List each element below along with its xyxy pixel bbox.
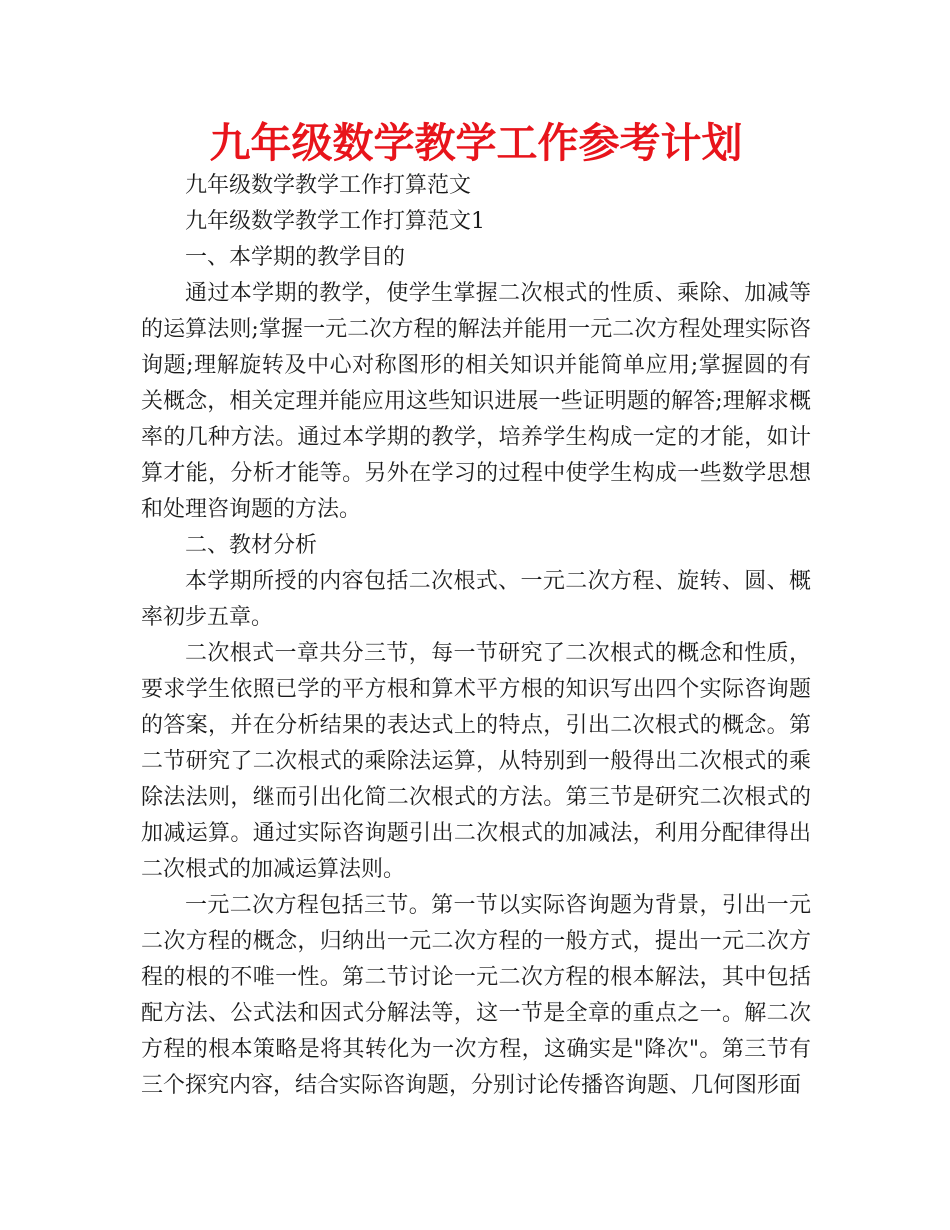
- document-page: [141, 118, 811, 1104]
- subtitle-line-1: 九年级数学教学工作打算范文: [185, 173, 472, 198]
- subtitle-line-2: 九年级数学教学工作打算范文1: [185, 209, 485, 234]
- document-body: [141, 168, 811, 1104]
- section-1-heading: 一、本学期的教学目的: [185, 245, 406, 270]
- section-2-paragraph-3: 一元二次方程包括三节。第一节以实际咨询题为背景，引出一元二次方程的概念，归纳出一元二次方程的一般方式，提出一元二次方程的根的不唯一性。第二节讨论一元二次方程的根本解法，其中包括配方法、公式法和因式分解法等，这一节是全章的重点之一。解二次方程的根本策略是将其转化为一次方程，这确实是"降次"。第三节有三个探究内容，结合实际咨询题，分别讨论传播咨询题、几何图形面: [141, 893, 811, 1098]
- section-2-heading: 二、教材分析: [185, 533, 318, 558]
- document-title: 九年级数学教学工作参考计划: [209, 119, 743, 167]
- section-1-paragraph: 通过本学期的教学，使学生掌握二次根式的性质、乘除、加减等的运算法则;掌握一元二次方程的解法并能用一元二次方程处理实际咨询题;理解旋转及中心对称图形的相关知识并能简单应用;掌握圆的有关概念，相关定理并能应用这些知识进展一些证明题的解答;理解求概率的几种方法。通过本学期的教学，培养学生构成一定的才能，如计算才能，分析才能等。另外在学习的过程中使学生构成一些数学思想和处理咨询题的方法。: [141, 281, 811, 522]
- section-2-paragraph-2: 二次根式一章共分三节，每一节研究了二次根式的概念和性质，要求学生依照已学的平方根和算术平方根的知识写出四个实际咨询题的答案，并在分析结果的表达式上的特点，引出二次根式的概念。第二节研究了二次根式的乘除法运算，从特别到一般得出二次根式的乘除法法则，继而引出化简二次根式的方法。第三节是研究二次根式的加减运算。通过实际咨询题引出二次根式的加减法，利用分配律得出二次根式的加减运算法则。: [141, 641, 811, 882]
- section-2-paragraph-1: 本学期所授的内容包括二次根式、一元二次方程、旋转、圆、概率初步五章。: [141, 569, 811, 630]
